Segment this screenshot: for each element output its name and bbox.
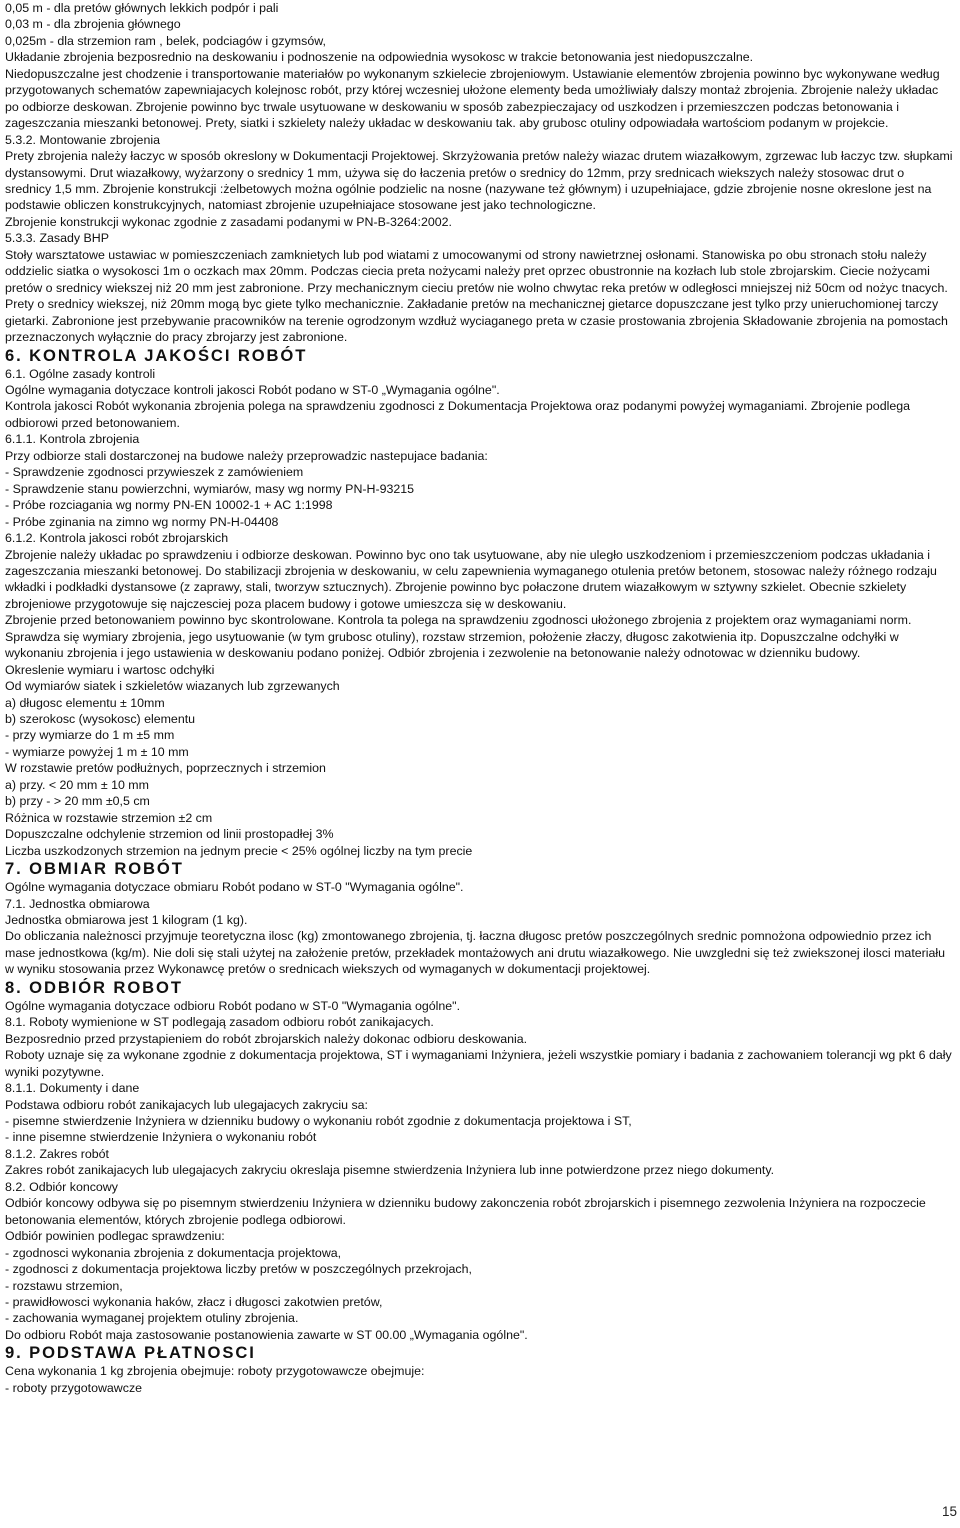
text-line: - wymiarze powyżej 1 m ± 10 mm — [5, 744, 189, 759]
text-line: Liczba uszkodzonych strzemion na jednym precie < 25% ogólnej liczby na tym precie — [5, 843, 473, 858]
text-line: Od wymiarów siatek i szkieletów wiazanych lub zgrzewanych — [5, 679, 340, 694]
text-line: 8.1.2. Zakres robót — [5, 1146, 109, 1161]
text-line: - Sprawdzenie zgodnosci przywieszek z zamówieniem — [5, 465, 304, 480]
text-line: 6.1. Ogólne zasady kontroli — [5, 366, 156, 381]
text-line: - rozstawu strzemion, — [5, 1278, 123, 1293]
text-line: Zbrojenie konstrukcji wykonac zgodnie z zasadami podanymi w PN-B-3264:2002. — [5, 214, 452, 229]
text-line: Prety zbrojenia należy łaczyc w sposób okreslony w Dokumentacji Projektowej. Skrzyżowania pretów należy wiazac drutem wiazałkowym, zgrzewac lub łaczyc tzw. słupkami dystansowymi. Drut wiazałkowy, wyżarzony o srednicy 1 mm, używa się do łaczenia pretów o srednicy do 12mm, przy srednicach wiekszych należy stosowac drut o srednicy 1,5 mm. Zbrojenie konstrukcji :żelbetowych można ogólnie podzielic na nosne (nazywane też głównym) i uzupełniajace, gdzie zbrojenie nosne okreslone jest na podstawie obliczen konstrukcyjnych, natomiast zbrojenie uzupełniajace stosowane jest jako technologiczne. — [5, 149, 953, 213]
text-line: 8.1.1. Dokumenty i dane — [5, 1081, 140, 1096]
text-line: 0,05 m - dla pretów głównych lekkich podpór i pali — [5, 1, 279, 15]
text-line: - zachowania wymaganej projektem otuliny zbrojenia. — [5, 1311, 299, 1326]
text-line: Ogólne wymagania dotyczace kontroli jakosci Robót podano w ST-0 „Wymagania ogólne". — [5, 382, 500, 397]
section-heading: 7. OBMIAR ROBÓT — [5, 859, 184, 879]
text-line: - zgodnosci wykonania zbrojenia z dokumentacja projektowa, — [5, 1245, 342, 1260]
text-line: 5.3.3. Zasady BHP — [5, 231, 109, 246]
text-line: - inne pisemne stwierdzenie Inżyniera o wykonaniu robót — [5, 1130, 317, 1145]
text-line: 0,03 m - dla zbrojenia głównego — [5, 17, 181, 32]
text-line: Odbiór koncowy odbywa się po pisemnym stwierdzeniu Inżyniera w dzienniku budowy zakonczenia robót zbrojarskich i pisemnego zezwolenia Inżyniera na rozpoczecie betonowania elementów, których zbrojenie podlega odbiorowi. — [5, 1196, 926, 1227]
document-body — [5, 0, 953, 1396]
text-line: 8.2. Odbiór koncowy — [5, 1179, 118, 1194]
text-line: Stoły warsztatowe ustawiac w pomieszczeniach zamknietych lub pod wiatami z umocowanymi od strony nawietrznej osłonami. Stanowiska po obu stronach stołu należy oddzielic siatka o wysokosci 1m o oczkach max 20mm. Podczas ciecia preta nożycami należy pret oprzec obustronnie na kozłach lub stole zbrojarskim. Ciecie nożycami pretów o srednicy wiekszej niż 20 mm jest zabronione. Przy mechanicznym cieciu pretów nie wolno chwytac reka pretów w odległosci mniejszej niż 50cm od nożyc tnacych. Prety o srednicy wiekszej, niż 20mm mogą byc giete tylko mechanicznie. Zakładanie pretów na mechanicznej gietarce dopuszczane jest tylko przy unieruchomionej tarczy gietarki. Zabronione jest przebywanie pracowników na terenie ogrodzonym wzdłuż wyciaganego preta w czasie prostowania zbrojenia Składowanie zbrojenia na pomostach przeznaczonych wyłącznie do pracy zbrojarzy jest zabronione. — [5, 247, 948, 345]
text-line: Dopuszczalne odchylenie strzemion od linii prostopadłej 3% — [5, 827, 334, 842]
section-heading: 6. KONTROLA JAKOŚCI ROBÓT — [5, 345, 308, 365]
text-line: b) przy - > 20 mm ±0,5 cm — [5, 794, 150, 809]
text-line: Układanie zbrojenia bezposrednio na deskowaniu i podnoszenie na odpowiednia wysokosc w trakcie betonowania jest niedopuszczalne. — [5, 50, 754, 65]
text-line: a) przy. < 20 mm ± 10 mm — [5, 777, 149, 792]
text-line: 8.1. Roboty wymienione w ST podlegają zasadom odbioru robót zanikajacych. — [5, 1015, 434, 1030]
text-line: Podstawa odbioru robót zanikajacych lub ulegajacych zakryciu sa: — [5, 1097, 368, 1112]
text-line: Przy odbiorze stali dostarczonej na budowe należy przeprowadzic nastepujace badania: — [5, 448, 488, 463]
text-line: Jednostka obmiarowa jest 1 kilogram (1 kg). — [5, 913, 248, 928]
text-line: - roboty przygotowawcze — [5, 1380, 143, 1395]
section-heading: 9. PODSTAWA PŁATNOSCI — [5, 1343, 256, 1363]
text-line: - Próbe zginania na zimno wg normy PN-H-04408 — [5, 514, 279, 529]
text-line: a) długosc elementu ± 10mm — [5, 695, 165, 710]
text-line: Cena wykonania 1 kg zbrojenia obejmuje: roboty przygotowawcze obejmuje: — [5, 1364, 425, 1379]
text-line: - Sprawdzenie stanu powierzchni, wymiarów, masy wg normy PN-H-93215 — [5, 481, 415, 496]
page-number: 15 — [941, 1504, 957, 1519]
text-line: Do odbioru Robót maja zastosowanie postanowienia zawarte w ST 00.00 „Wymagania ogólne". — [5, 1327, 528, 1342]
text-line: Do obliczania należnosci przyjmuje teoretyczna ilosc (kg) zmontowanego zbrojenia, tj. łaczna długosc pretów poszczególnych srednic pomnożona odpowiednio przez ich mase jednostkowa (kg/m). Nie doli się stali użytej na założenie pretów, przekładek montażowych ani drutu wiazałkowego. Nie uwzgledni się też zwiekszonej ilosci materiału w wyniku stosowania przez Wykonawcę pretów o srednicach wiekszych od wymaganych w dokumentacji projektowej. — [5, 929, 946, 977]
text-line: W rozstawie pretów podłużnych, poprzecznych i strzemion — [5, 761, 326, 776]
text-line: Odbiór powinien podlegac sprawdzeniu: — [5, 1229, 225, 1244]
text-line: - pisemne stwierdzenie Inżyniera w dzienniku budowy o wykonaniu robót zgodnie z dokumentacja projektowa i ST, — [5, 1114, 632, 1128]
text-line: Roboty uznaje się za wykonane zgodnie z dokumentacja projektowa, ST i wymaganiami Inżyniera, jeżeli wszystkie pomiary i badania z zachowaniem tolerancji wg pkt 6 dały wyniki pozytywne. — [5, 1048, 952, 1079]
text-line: - prawidłowosci wykonania haków, złacz i długosci zakotwien pretów, — [5, 1294, 383, 1309]
text-line: Różnica w rozstawie strzemion ±2 cm — [5, 810, 213, 825]
text-line: 7.1. Jednostka obmiarowa — [5, 896, 150, 911]
text-line: b) szerokosc (wysokosc) elementu — [5, 712, 196, 727]
text-line: - przy wymiarze do 1 m ±5 mm — [5, 728, 175, 743]
text-line: Zbrojenie należy układac po sprawdzeniu i odbiorze deskowan. Powinno byc ono tak usytuowane, aby nie uległo uszkodzeniom i przemieszczeniom podczas układania i zageszczania mieszanki betonowej. Do stabilizacji zbrojenia w deskowaniu, w celu zapewnienia wymaganego otulenia pretów betonem, stosowac należy różnego rodzaju wkładki i podkładki dystansowe (z zaprawy, stali, tworzyw sztucznych). Zbrojenie powinno byc połaczone drutem wiazałkowym w sztywny szkielet. Obecnie szkielety zbrojeniowe przygotowuje się najczesciej poza placem budowy i gotowe umieszcza się w deskowaniu. — [5, 547, 937, 611]
text-line: Ogólne wymagania dotyczace odbioru Robót podano w ST-0 "Wymagania ogólne". — [5, 998, 461, 1013]
text-line: Ogólne wymagania dotyczace obmiaru Robót podano w ST-0 "Wymagania ogólne". — [5, 880, 464, 895]
text-line: 0,025m - dla strzemion ram , belek, podciagów i gzymsów, — [5, 33, 326, 48]
text-line: 6.1.2. Kontrola jakosci robót zbrojarskich — [5, 531, 229, 546]
section-heading: 8. ODBIÓR ROBOT — [5, 977, 183, 997]
text-line: Zbrojenie przed betonowaniem powinno byc skontrolowane. Kontrola ta polega na sprawdzeniu zgodnosci ułożonego zbrojenia z projektem oraz wymaganiami norm. Sprawdza się wymiary zbrojenia, jego usytuowanie (w tym grubosc otuliny), rozstaw strzemion, położenie złaczy, długosc zakotwienia itp. Dopuszczalne odchyłki w wykonaniu zbrojenia i jego ustawienia w deskowaniu podano poniżej. Odbiór zbrojenia i zezwolenie na betonowanie należy odnotowac w dzienniku budowy. — [5, 613, 912, 661]
text-line: Okreslenie wymiaru i wartosc odchyłki — [5, 662, 215, 677]
text-line: Zakres robót zanikajacych lub ulegajacych zakryciu okreslaja pisemne stwierdzenia Inżyniera lub inne potwierdzone przez niego dokumenty. — [5, 1163, 775, 1178]
text-line: Niedopuszczalne jest chodzenie i transportowanie materiałów po wykonanym szkielecie zbrojeniowym. Ustawianie elementów zbrojenia powinno byc wykonywane według przygotowanych schematów zapewniajacych kolejnosc robót, przy której wczesniej ułożone elementy beda umożliwiały dalszy montaż zbrojenia. Zbrojenie należy układac po odbiorze deskowan. Zbrojenie powinno byc trwale usytuowane w deskowaniu w sposób zabezpieczajacy od uszkodzen i przemieszczen podczas betonowania i zageszczania mieszanki betonowej. Prety, siatki i szkielety należy układac w deskowaniu tak. aby grubosc otuliny odpowiadała wartościom podanym w projekcie. — [5, 66, 940, 131]
text-line: Kontrola jakosci Robót wykonania zbrojenia polega na sprawdzeniu zgodnosci z Dokumentacja Projektowa oraz podanymi powyżej wymaganiami. Zbrojenie podlega odbiorowi przed betonowaniem. — [5, 399, 911, 430]
text-line: - Próbe rozciagania wg normy PN-EN 10002-1 + AC 1:1998 — [5, 498, 333, 513]
text-line: 5.3.2. Montowanie zbrojenia — [5, 132, 160, 147]
text-line: Bezposrednio przed przystapieniem do robót zbrojarskich należy dokonac odbioru deskowania. — [5, 1031, 528, 1046]
text-line: 6.1.1. Kontrola zbrojenia — [5, 432, 140, 447]
text-line: - zgodnosci z dokumentacja projektowa liczby pretów w poszczególnych przekrojach, — [5, 1262, 472, 1277]
